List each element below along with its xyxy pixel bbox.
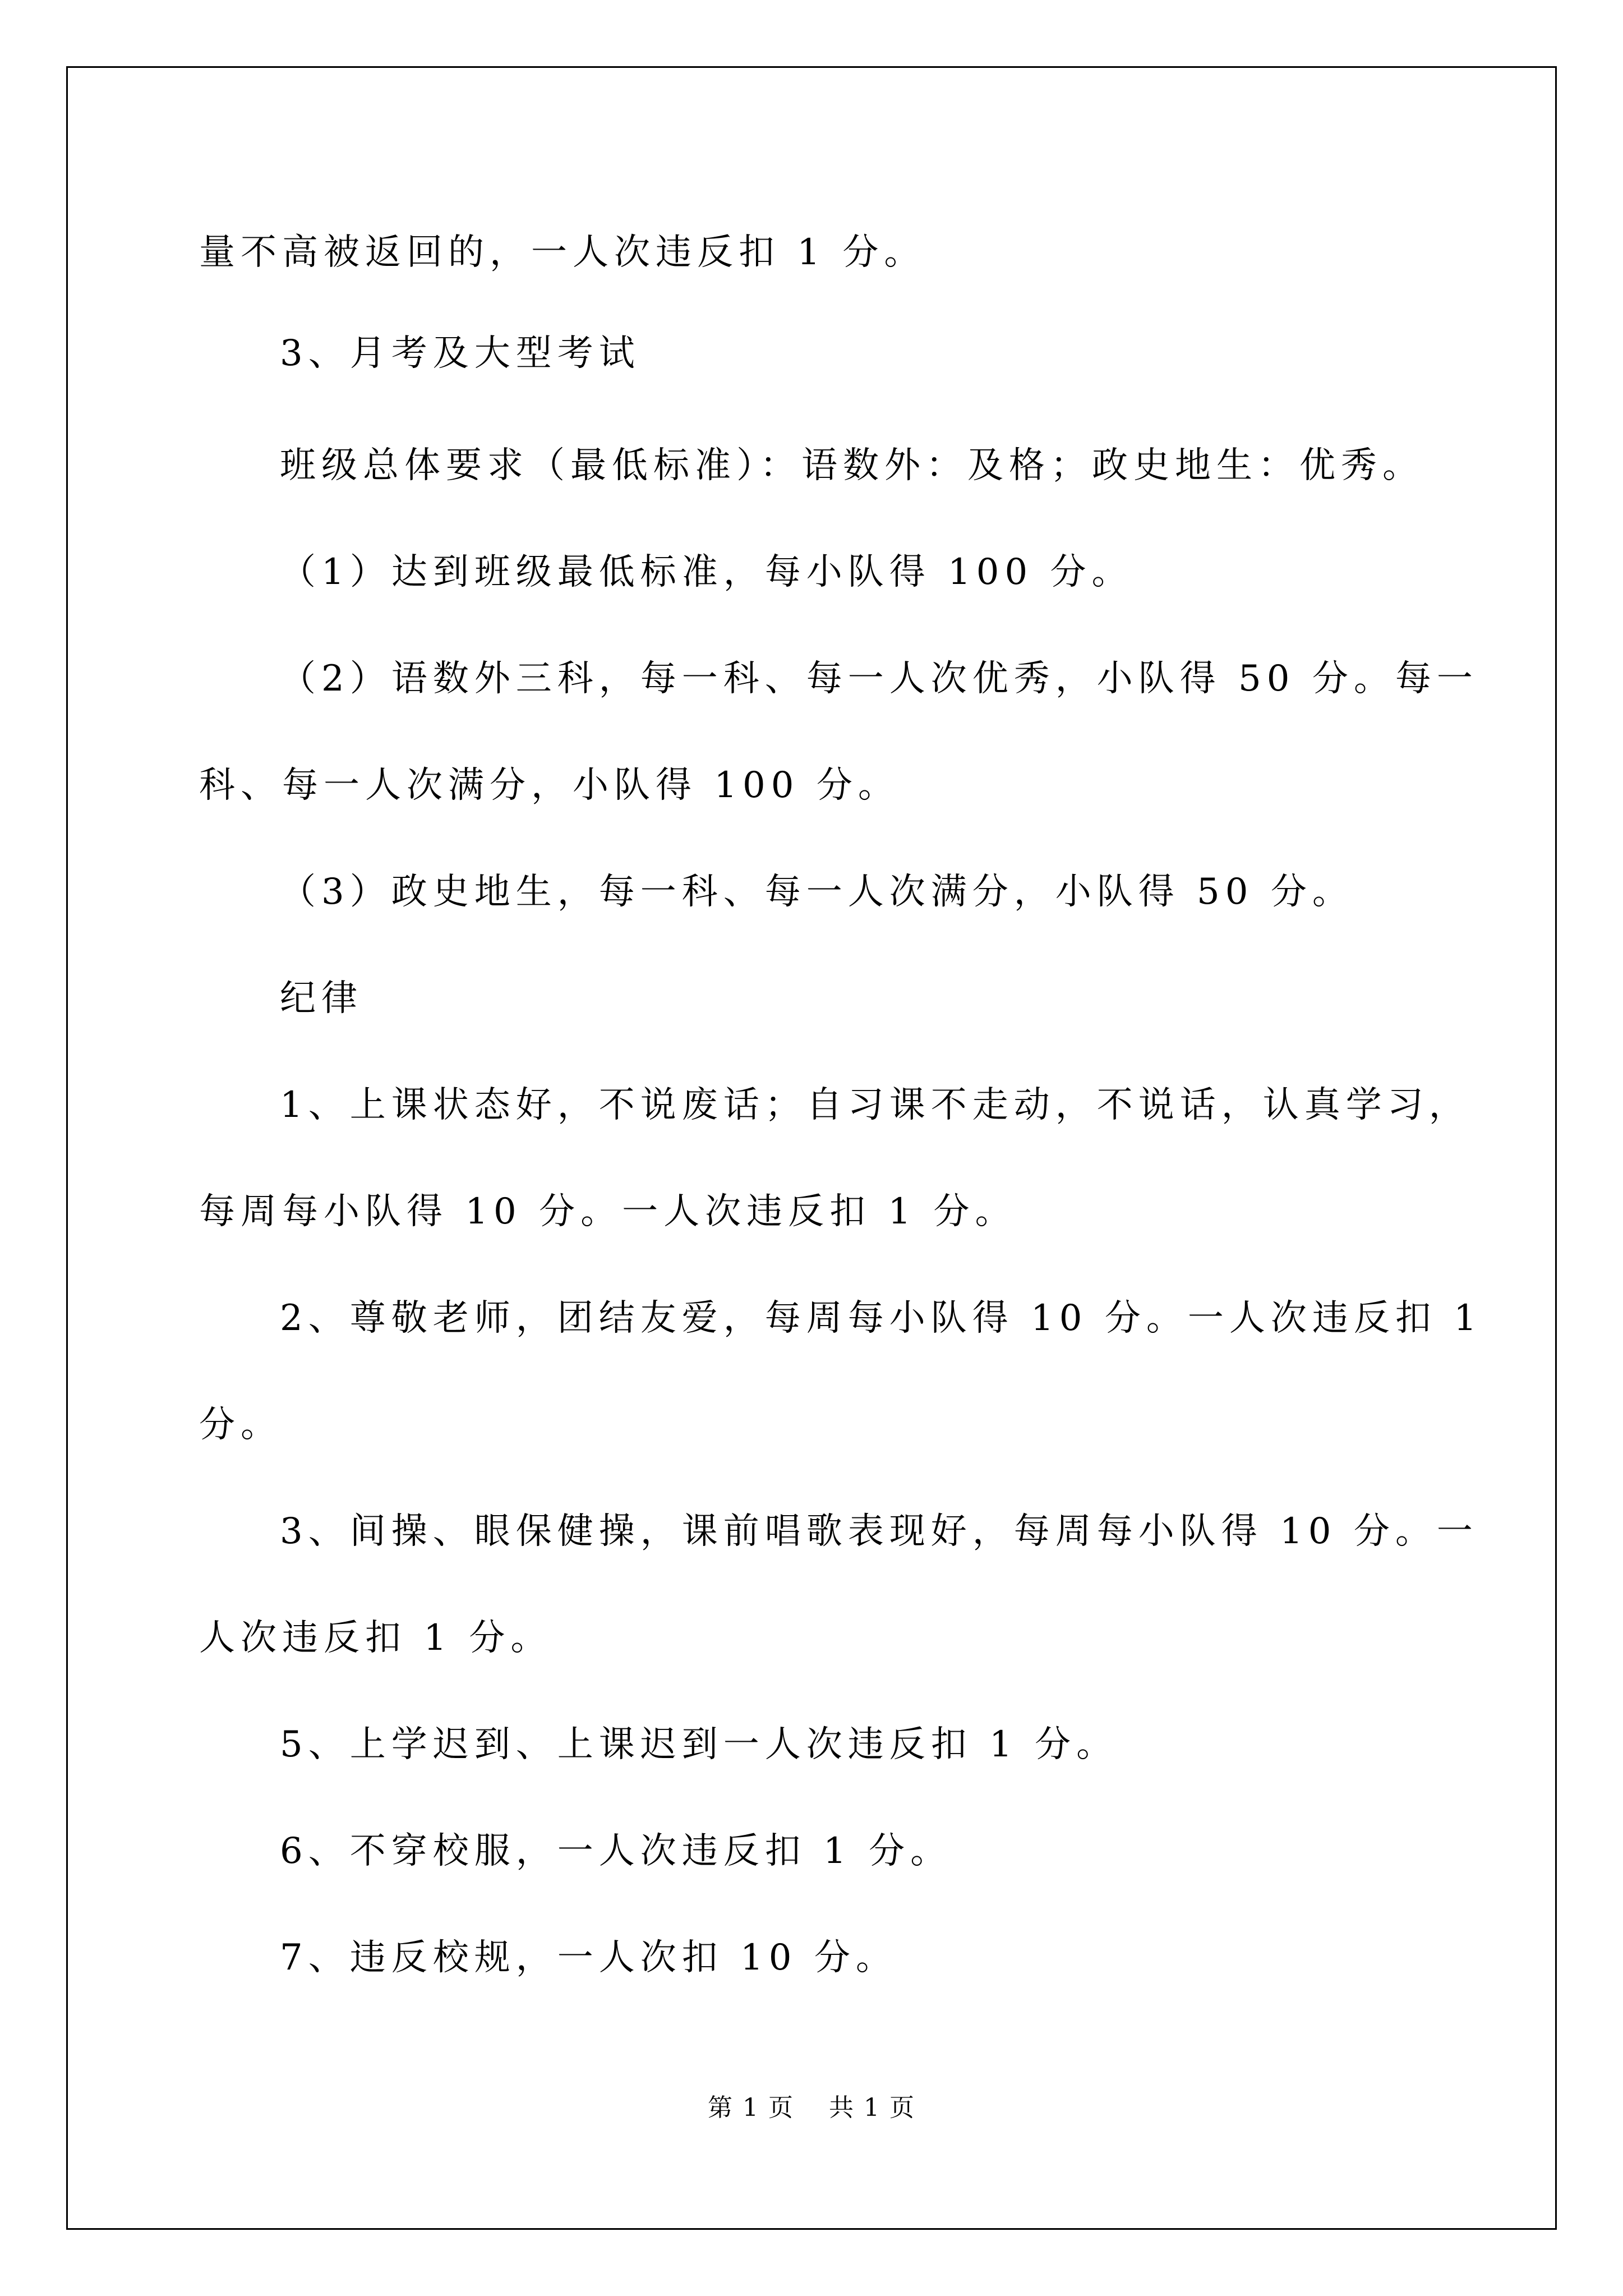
text-line: 量不高被返回的，一人次违反扣 1 分。 [199,232,926,273]
list-item: （2）语数外三科，每一科、每一人次优秀，小队得 50 分。每一 [280,658,1478,700]
text-line: 科、每一人次满分，小队得 100 分。 [199,765,900,806]
list-item: 1、上课状态好，不说废话；自习课不走动，不说话，认真学习， [280,1084,1470,1126]
list-item: 3、间操、眼保健操，课前唱歌表现好，每周每小队得 10 分。一 [280,1511,1478,1552]
section-heading: 3、月考及大型考试 [280,333,640,374]
list-item: 6、不穿校服，一人次违反扣 1 分。 [280,1830,952,1872]
list-item: 5、上学迟到、上课迟到一人次违反扣 1 分。 [280,1724,1118,1765]
text-line: 班级总体要求（最低标准）：语数外：及格；政史地生：优秀。 [280,445,1424,486]
page-frame [66,66,1557,2230]
list-item: （1）达到班级最低标准，每小队得 100 分。 [280,551,1133,593]
text-line: 人次违反扣 1 分。 [199,1617,552,1659]
text-line: 每周每小队得 10 分。一人次违反扣 1 分。 [199,1191,1017,1232]
text-line: 分。 [199,1404,282,1446]
section-heading: 纪律 [280,978,363,1019]
list-item: 7、违反校规，一人次扣 10 分。 [280,1937,897,1978]
list-item: 2、尊敬老师，团结友爱，每周每小队得 10 分。一人次违反扣 1 [280,1297,1482,1339]
list-item: （3）政史地生，每一科、每一人次满分，小队得 50 分。 [280,871,1354,913]
page-footer: 第 1 页 共 1 页 [708,2093,915,2122]
